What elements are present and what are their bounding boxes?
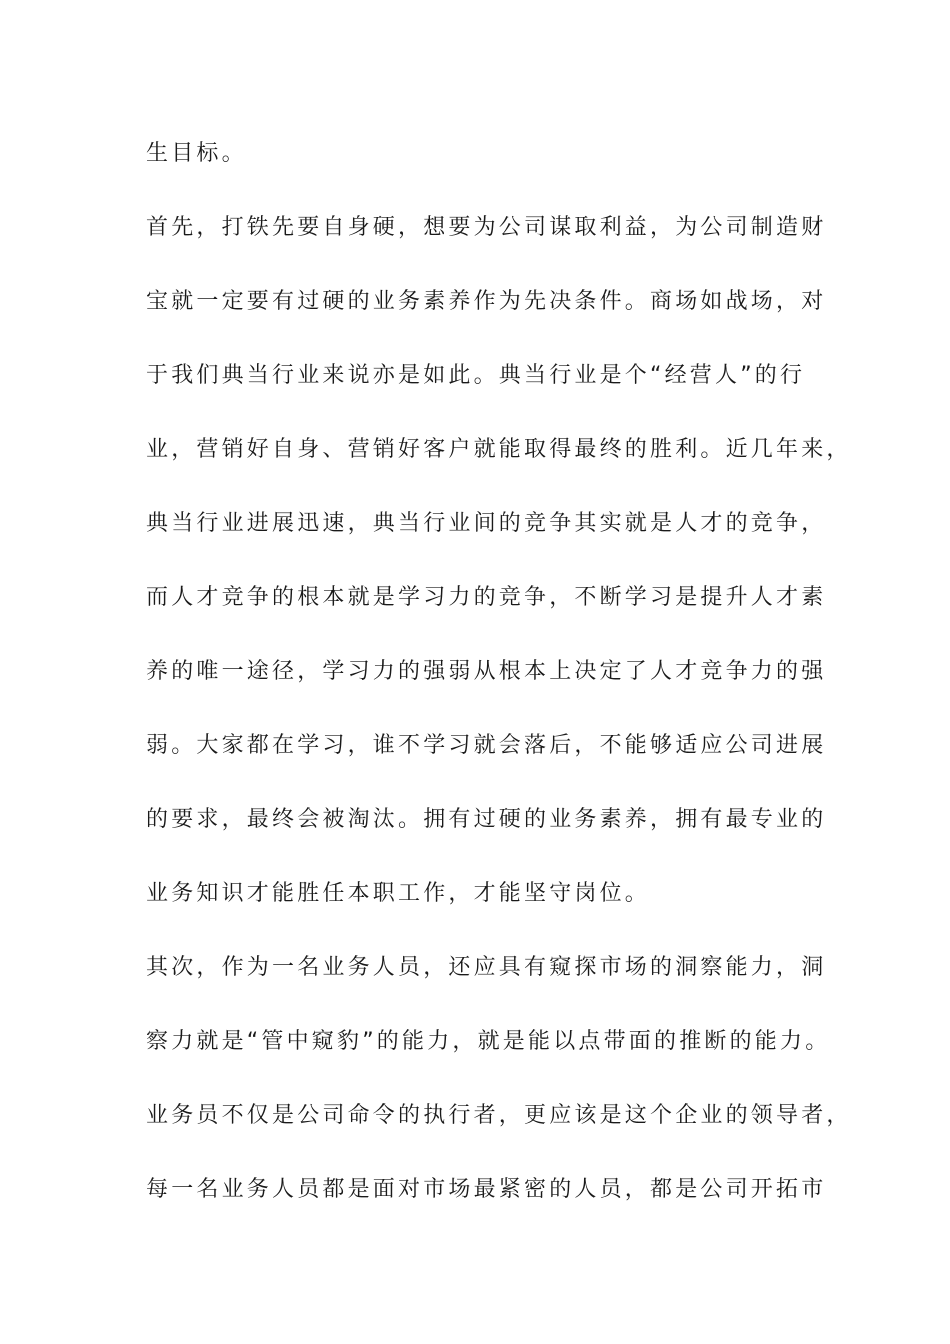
text-line: 生目标。 <box>146 141 247 166</box>
text-line: 察力就是“管中窥豹”的能力，就是能以点带面的推断的能力。 <box>146 1029 831 1054</box>
text-line: 每一名业务人员都是面对市场最紧密的人员，都是公司开拓市 <box>146 1177 827 1202</box>
text-line: 于我们典当行业来说亦是如此。典当行业是个“经营人”的行 <box>146 363 806 388</box>
text-line: 业务员不仅是公司命令的执行者，更应该是这个企业的领导者， <box>146 1103 852 1128</box>
text-line: 弱。大家都在学习，谁不学习就会落后，不能够适应公司进展 <box>146 733 827 758</box>
text-line: 养的唯一途径，学习力的强弱从根本上决定了人才竞争力的强 <box>146 659 827 684</box>
text-line: 而人才竞争的根本就是学习力的竞争，不断学习是提升人才素 <box>146 585 827 610</box>
text-line: 宝就一定要有过硬的业务素养作为先决条件。商场如战场，对 <box>146 289 827 314</box>
text-line: 业，营销好自身、营销好客户就能取得最终的胜利。近几年来， <box>146 437 852 462</box>
text-line: 典当行业进展迅速，典当行业间的竞争其实就是人才的竞争， <box>146 511 827 536</box>
text-line: 业务知识才能胜任本职工作，才能坚守岗位。 <box>146 881 651 906</box>
text-line: 首先，打铁先要自身硬，想要为公司谋取利益，为公司制造财 <box>146 215 827 240</box>
text-line: 其次，作为一名业务人员，还应具有窥探市场的洞察能力，洞 <box>146 955 827 980</box>
text-line: 的要求，最终会被淘汰。拥有过硬的业务素养，拥有最专业的 <box>146 807 827 832</box>
